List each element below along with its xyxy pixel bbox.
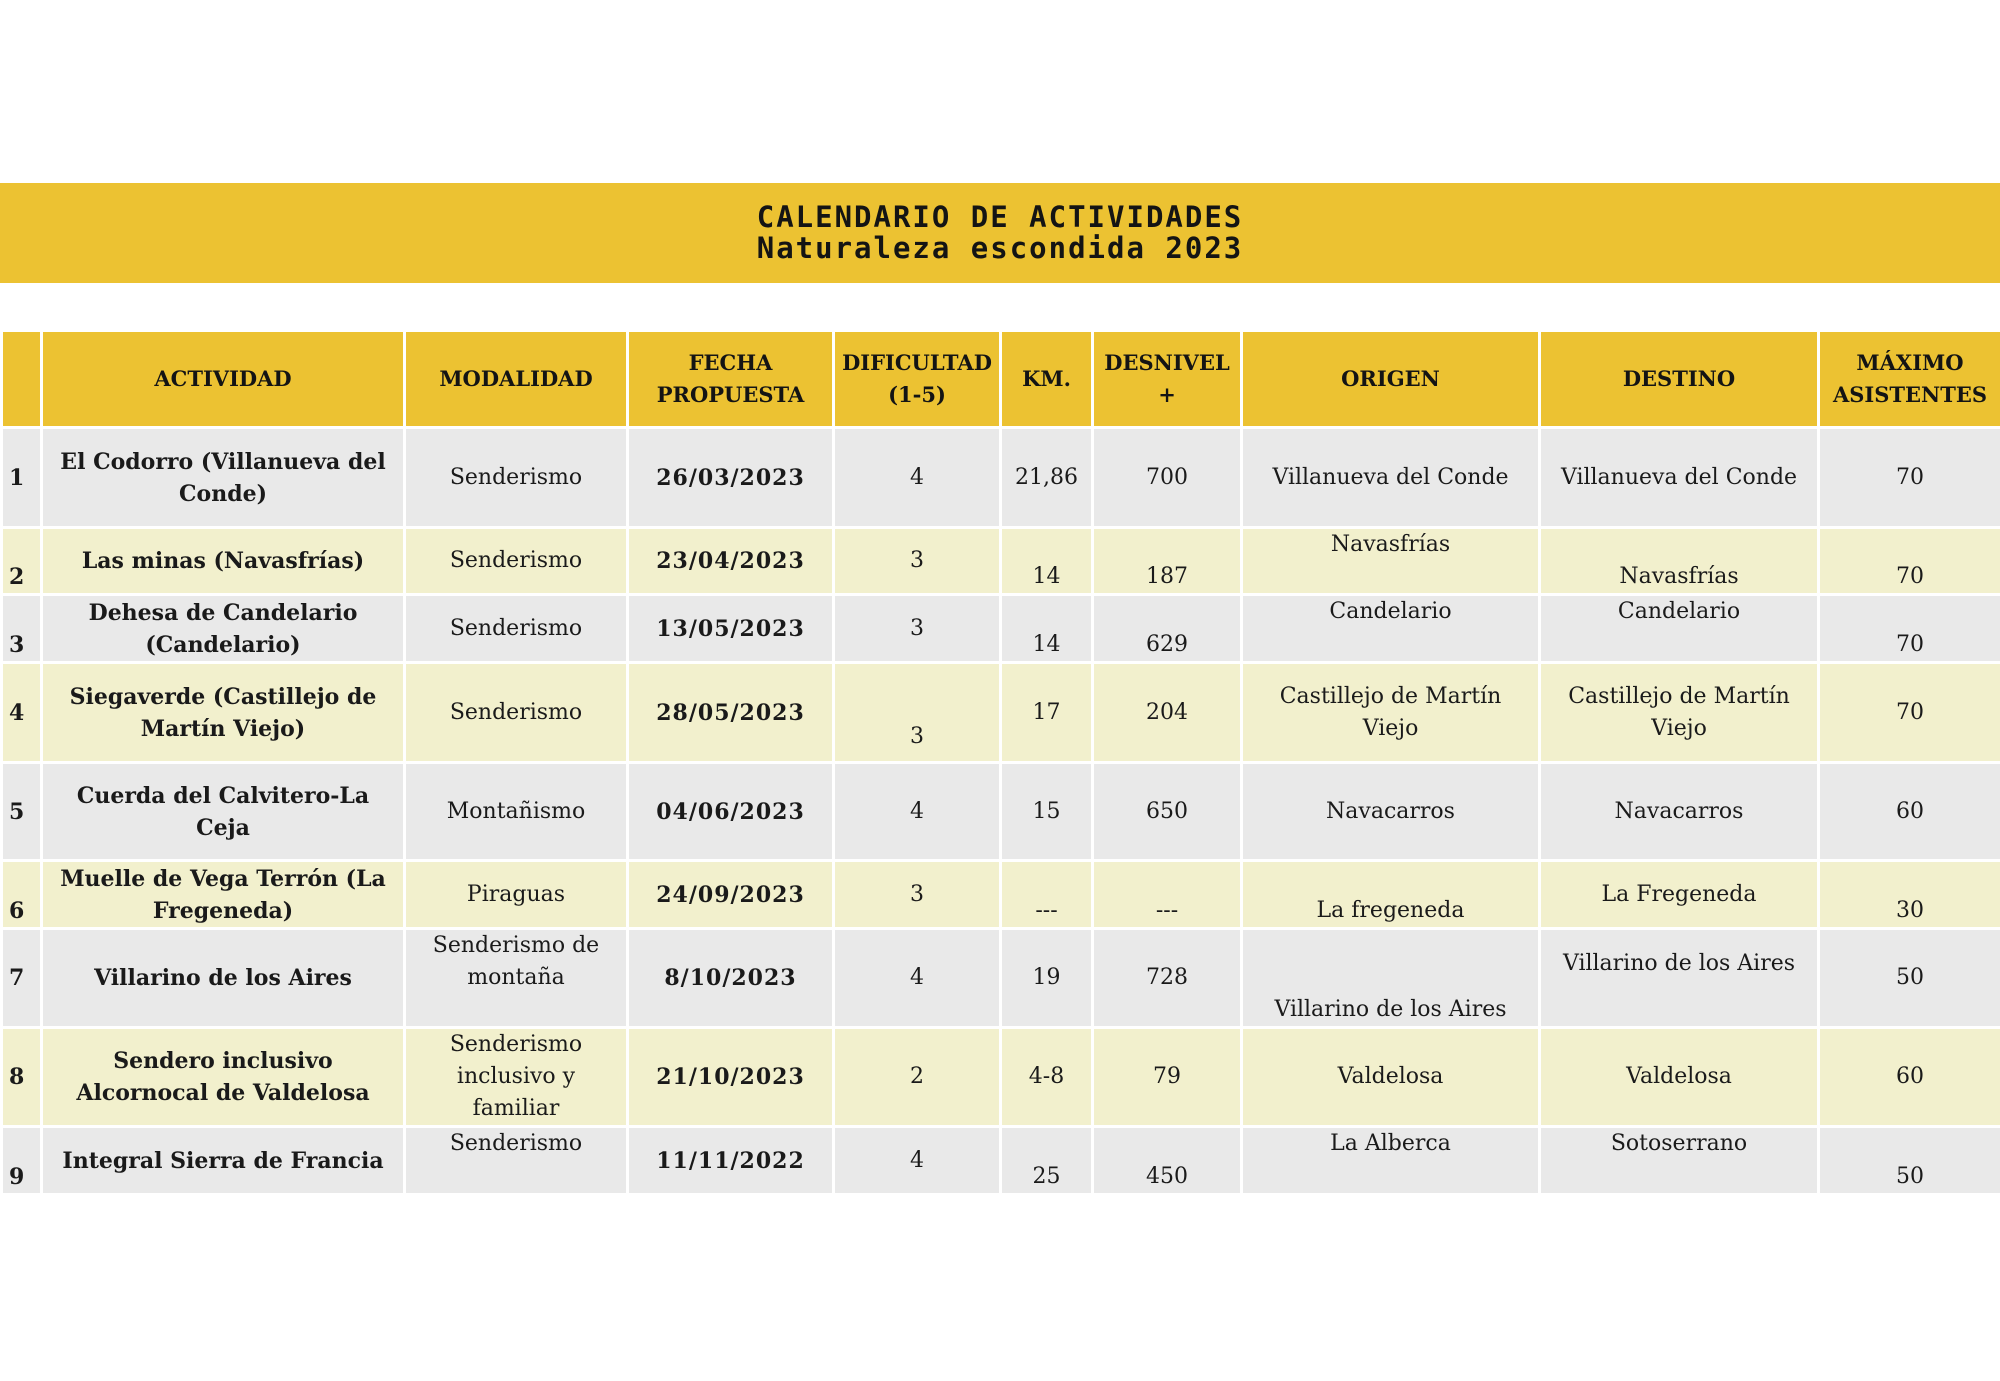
cell-modalidad: Senderismo (405, 595, 628, 663)
cell-destino: Candelario (1540, 595, 1819, 663)
cell-desnivel: 728 (1093, 929, 1242, 1028)
cell-dificultad: 3 (834, 528, 1001, 595)
row-number: 5 (2, 763, 42, 861)
row-number: 1 (2, 428, 42, 528)
cell-origen: Castillejo de Martín Viejo (1242, 663, 1540, 763)
cell-fecha: 13/05/2023 (628, 595, 834, 663)
table-row (2, 929, 2000, 1028)
cell-maximo: 70 (1819, 528, 2000, 595)
cell-actividad: El Codorro (Villanueva del Conde) (42, 428, 405, 528)
row-number: 8 (2, 1028, 42, 1127)
cell-km: 14 (1001, 528, 1093, 595)
cell-fecha: 21/10/2023 (628, 1028, 834, 1127)
cell-destino: Navasfrías (1540, 528, 1819, 595)
cell-desnivel: 629 (1093, 595, 1242, 663)
cell-modalidad: Senderismo inclusivo y familiar (405, 1028, 628, 1127)
cell-modalidad: Senderismo (405, 663, 628, 763)
col-header-num (2, 331, 42, 428)
cell-desnivel: 187 (1093, 528, 1242, 595)
cell-destino: Castillejo de Martín Viejo (1540, 663, 1819, 763)
table-row (2, 595, 2000, 663)
cell-destino: La Fregeneda (1540, 861, 1819, 929)
cell-modalidad: Senderismo (405, 528, 628, 595)
cell-dificultad: 3 (834, 861, 1001, 929)
cell-maximo: 70 (1819, 595, 2000, 663)
cell-fecha: 28/05/2023 (628, 663, 834, 763)
cell-maximo: 30 (1819, 861, 2000, 929)
cell-dificultad: 4 (834, 763, 1001, 861)
cell-dificultad: 3 (834, 595, 1001, 663)
cell-km: 4-8 (1001, 1028, 1093, 1127)
cell-km: 15 (1001, 763, 1093, 861)
title-banner (0, 183, 2000, 283)
cell-destino: Villanueva del Conde (1540, 428, 1819, 528)
cell-maximo: 50 (1819, 929, 2000, 1028)
cell-origen: Villanueva del Conde (1242, 428, 1540, 528)
col-header-dificultad: DIFICULTAD (1-5) (834, 331, 1001, 428)
cell-dificultad: 4 (834, 1127, 1001, 1195)
header-row (2, 331, 2000, 428)
cell-fecha: 8/10/2023 (628, 929, 834, 1028)
cell-modalidad: Piraguas (405, 861, 628, 929)
cell-actividad: Villarino de los Aires (42, 929, 405, 1028)
cell-modalidad: Montañismo (405, 763, 628, 861)
cell-origen: La fregeneda (1242, 861, 1540, 929)
cell-km: 19 (1001, 929, 1093, 1028)
col-header-actividad: ACTIVIDAD (42, 331, 405, 428)
cell-fecha: 24/09/2023 (628, 861, 834, 929)
cell-destino: Valdelosa (1540, 1028, 1819, 1127)
col-header-destino: DESTINO (1540, 331, 1819, 428)
cell-km: --- (1001, 861, 1093, 929)
cell-maximo: 60 (1819, 763, 2000, 861)
col-header-origen: ORIGEN (1242, 331, 1540, 428)
cell-origen: Candelario (1242, 595, 1540, 663)
cell-modalidad: Senderismo de montaña (405, 929, 628, 1028)
cell-destino: Navacarros (1540, 763, 1819, 861)
row-number: 4 (2, 663, 42, 763)
cell-destino: Villarino de los Aires (1540, 929, 1819, 1028)
cell-actividad: Las minas (Navasfrías) (42, 528, 405, 595)
cell-origen: Navasfrías (1242, 528, 1540, 595)
cell-km: 21,86 (1001, 428, 1093, 528)
cell-fecha: 23/04/2023 (628, 528, 834, 595)
cell-maximo: 50 (1819, 1127, 2000, 1195)
table-row (2, 663, 2000, 763)
cell-origen: Valdelosa (1242, 1028, 1540, 1127)
cell-maximo: 70 (1819, 428, 2000, 528)
cell-destino: Sotoserrano (1540, 1127, 1819, 1195)
col-header-modalidad: MODALIDAD (405, 331, 628, 428)
col-header-fecha: FECHA PROPUESTA (628, 331, 834, 428)
cell-fecha: 26/03/2023 (628, 428, 834, 528)
cell-desnivel: --- (1093, 861, 1242, 929)
cell-dificultad: 4 (834, 929, 1001, 1028)
row-number: 9 (2, 1127, 42, 1195)
row-number: 7 (2, 929, 42, 1028)
cell-dificultad: 4 (834, 428, 1001, 528)
cell-km: 17 (1001, 663, 1093, 763)
cell-desnivel: 79 (1093, 1028, 1242, 1127)
cell-maximo: 70 (1819, 663, 2000, 763)
page-title: CALENDARIO DE ACTIVIDADES (756, 200, 1244, 234)
cell-dificultad: 3 (834, 663, 1001, 763)
cell-actividad: Dehesa de Candelario (Candelario) (42, 595, 405, 663)
cell-actividad: Muelle de Vega Terrón (La Fregeneda) (42, 861, 405, 929)
col-header-maximo: MÁXIMO ASISTENTES (1819, 331, 2000, 428)
cell-modalidad: Senderismo (405, 1127, 628, 1195)
cell-desnivel: 700 (1093, 428, 1242, 528)
cell-origen: Villarino de los Aires (1242, 929, 1540, 1028)
col-header-km: KM. (1001, 331, 1093, 428)
cell-actividad: Cuerda del Calvitero-La Ceja (42, 763, 405, 861)
cell-desnivel: 450 (1093, 1127, 1242, 1195)
cell-dificultad: 2 (834, 1028, 1001, 1127)
col-header-desnivel: DESNIVEL + (1093, 331, 1242, 428)
table-row (2, 528, 2000, 595)
cell-maximo: 60 (1819, 1028, 2000, 1127)
cell-modalidad: Senderismo (405, 428, 628, 528)
cell-actividad: Integral Sierra de Francia (42, 1127, 405, 1195)
table-row (2, 1127, 2000, 1195)
cell-fecha: 04/06/2023 (628, 763, 834, 861)
cell-fecha: 11/11/2022 (628, 1127, 834, 1195)
cell-origen: Navacarros (1242, 763, 1540, 861)
cell-origen: La Alberca (1242, 1127, 1540, 1195)
cell-desnivel: 204 (1093, 663, 1242, 763)
cell-actividad: Sendero inclusivo Alcornocal de Valdelosa (42, 1028, 405, 1127)
row-number: 6 (2, 861, 42, 929)
table-row (2, 763, 2000, 861)
row-number: 2 (2, 528, 42, 595)
cell-km: 25 (1001, 1127, 1093, 1195)
page-subtitle: Naturaleza escondida 2023 (756, 231, 1244, 265)
row-number: 3 (2, 595, 42, 663)
activities-table (0, 329, 2000, 1196)
table-row (2, 861, 2000, 929)
cell-actividad: Siegaverde (Castillejo de Martín Viejo) (42, 663, 405, 763)
cell-desnivel: 650 (1093, 763, 1242, 861)
cell-km: 14 (1001, 595, 1093, 663)
table-row (2, 428, 2000, 528)
table-row (2, 1028, 2000, 1127)
